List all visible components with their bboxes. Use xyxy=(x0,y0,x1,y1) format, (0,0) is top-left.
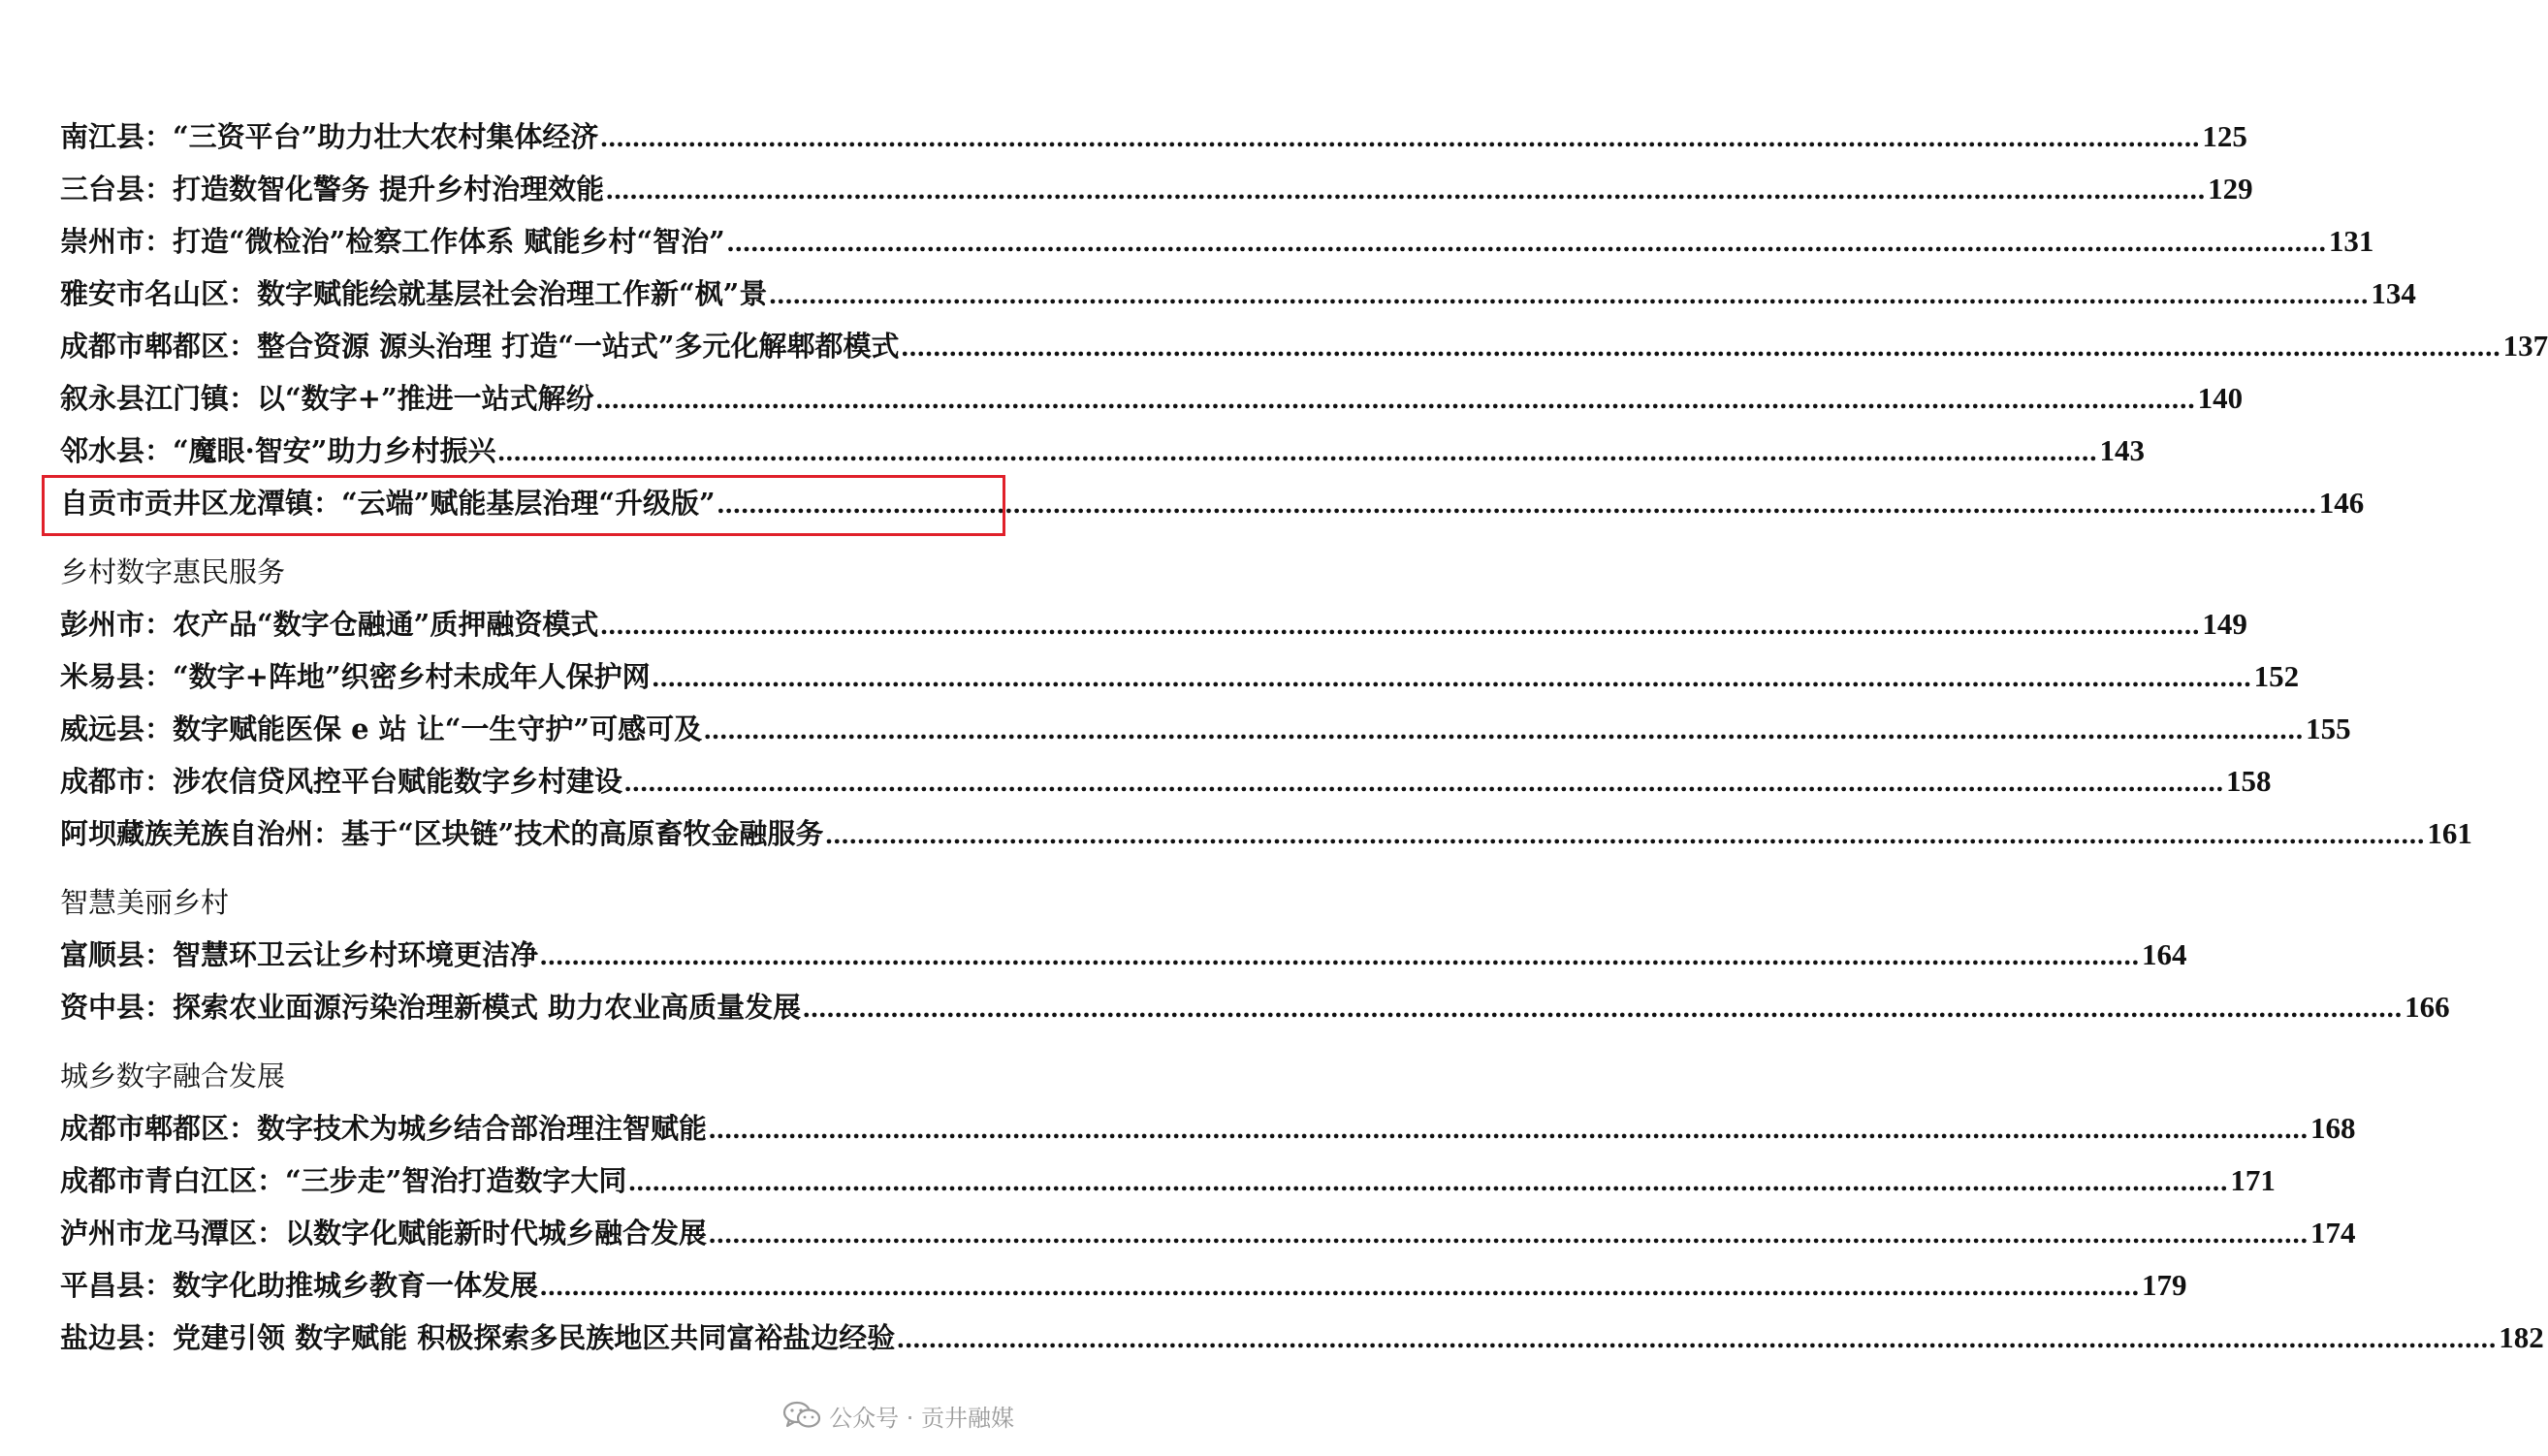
watermark-text: 公众号 · 贡井融媒 xyxy=(829,1404,1014,1432)
dot-leader: ........................................................................................................................................................................................................ xyxy=(803,993,2404,1024)
entry-title: 米易县：“数字+阵地”织密乡村未成年人保护网 xyxy=(60,660,651,693)
toc-entry xyxy=(60,1264,2187,1307)
toc-entry xyxy=(60,272,2416,315)
page-number: 131 xyxy=(2328,224,2374,258)
toc-entry xyxy=(60,812,2472,855)
section-heading: 城乡数字融合发展 xyxy=(60,1060,286,1092)
entry-title: 盐边县：党建引领 数字赋能 积极探索多民族地区共同富裕盐边经验 xyxy=(60,1321,896,1354)
entry-title: 成都市郫都区：整合资源 源头治理 打造“一站式”多元化解郫都模式 xyxy=(60,330,900,363)
toc-entry xyxy=(60,220,2374,263)
entry-title: 威远县：数字赋能医保 e 站 让“一生守护”可感可及 xyxy=(60,712,703,745)
dot-leader: ........................................................................................................................................................................................................ xyxy=(704,714,2305,745)
entry-title: 富顺县：智慧环卫云让乡村环境更洁净 xyxy=(60,938,539,971)
entry-title: 成都市青白江区：“三步走”智治打造数字大同 xyxy=(60,1164,627,1197)
entry-title: 自贡市贡井区龙潭镇：“云端”赋能基层治理“升级版” xyxy=(60,487,716,520)
section-heading: 智慧美丽乡村 xyxy=(60,886,230,919)
toc-entry xyxy=(60,377,2244,420)
entry-title: 三台县：打造数智化警务 提升乡村治理效能 xyxy=(60,173,605,206)
dot-leader: ........................................................................................................................................................................................................ xyxy=(606,174,2207,206)
page-number: 179 xyxy=(2142,1268,2187,1302)
page-number: 149 xyxy=(2202,607,2247,641)
page-number: 168 xyxy=(2310,1111,2356,1145)
toc-entry xyxy=(60,1316,2544,1359)
toc-entry xyxy=(60,986,2450,1029)
toc-entry xyxy=(60,934,2187,976)
page-number: 158 xyxy=(2226,764,2272,798)
page-number: 146 xyxy=(2318,486,2365,520)
entry-title: 泸州市龙马潭区：以数字化赋能新时代城乡融合发展 xyxy=(60,1217,708,1250)
dot-leader: ........................................................................................................................................................................................................ xyxy=(540,940,2141,971)
toc-entry xyxy=(60,1212,2356,1254)
entry-title: 彭州市：农产品“数字仓融通”质押融资模式 xyxy=(60,608,599,641)
dot-leader: ........................................................................................................................................................................................................ xyxy=(769,279,2370,310)
entry-title: 邻水县：“魔眼·智安”助力乡村振兴 xyxy=(60,434,496,467)
page-number: 164 xyxy=(2142,937,2187,971)
dot-leader: ........................................................................................................................................................................................................ xyxy=(709,1114,2309,1145)
toc-entry xyxy=(60,655,2300,698)
toc-entry xyxy=(60,708,2351,750)
page-number: 137 xyxy=(2502,329,2548,363)
dot-leader: ........................................................................................................................................................................................................ xyxy=(497,436,2098,467)
dot-leader: ........................................................................................................................................................................................................ xyxy=(825,819,2426,850)
watermark xyxy=(782,1396,1014,1435)
entry-title: 阿坝藏族羌族自治州：基于“区块链”技术的高原畜牧金融服务 xyxy=(60,817,824,850)
dot-leader: ........................................................................................................................................................................................................ xyxy=(540,1271,2141,1302)
toc-entry xyxy=(60,325,2548,367)
dot-leader: ........................................................................................................................................................................................................ xyxy=(624,767,2225,798)
dot-leader: ........................................................................................................................................................................................................ xyxy=(901,332,2501,363)
dot-leader: ........................................................................................................................................................................................................ xyxy=(600,122,2201,153)
section-heading: 乡村数字惠民服务 xyxy=(60,555,286,588)
entry-title: 成都市：涉农信贷风控平台赋能数字乡村建设 xyxy=(60,765,623,798)
page-number: 166 xyxy=(2405,990,2450,1024)
page-number: 129 xyxy=(2208,172,2253,206)
page-number: 143 xyxy=(2099,433,2145,467)
page-number: 125 xyxy=(2202,119,2247,153)
dot-leader: ........................................................................................................................................................................................................ xyxy=(595,384,2196,415)
toc-entry xyxy=(60,429,2145,472)
entry-title: 叙永县江门镇：以“数字+”推进一站式解纷 xyxy=(60,382,594,415)
dot-leader: ........................................................................................................................................................................................................ xyxy=(709,1219,2309,1250)
entry-title: 平昌县：数字化助推城乡教育一体发展 xyxy=(60,1269,539,1302)
toc-entry xyxy=(60,168,2253,210)
page-number: 152 xyxy=(2253,659,2300,693)
highlight-box xyxy=(42,475,1005,536)
page-number: 171 xyxy=(2230,1163,2276,1197)
page-number: 134 xyxy=(2371,276,2416,310)
entry-title: 资中县：探索农业面源污染治理新模式 助力农业高质量发展 xyxy=(60,991,802,1024)
page-number: 182 xyxy=(2499,1320,2544,1354)
wechat-icon xyxy=(782,1401,821,1430)
dot-leader: ........................................................................................................................................................................................................ xyxy=(726,227,2327,258)
dot-leader: ........................................................................................................................................................................................................ xyxy=(628,1166,2229,1197)
dot-leader: ........................................................................................................................................................................................................ xyxy=(897,1323,2498,1354)
entry-title: 成都市郫都区：数字技术为城乡结合部治理注智赋能 xyxy=(60,1112,708,1145)
toc-entry xyxy=(60,1159,2276,1202)
dot-leader: ........................................................................................................................................................................................................ xyxy=(652,662,2252,693)
toc-entry xyxy=(60,115,2247,158)
dot-leader: ........................................................................................................................................................................................................ xyxy=(717,489,2317,520)
entry-title: 南江县：“三资平台”助力壮大农村集体经济 xyxy=(60,120,599,153)
entry-title: 崇州市：打造“微检治”检察工作体系 赋能乡村“智治” xyxy=(60,225,725,258)
page-number: 161 xyxy=(2427,816,2472,850)
entry-title: 雅安市名山区：数字赋能绘就基层社会治理工作新“枫”景 xyxy=(60,277,768,310)
page-number: 174 xyxy=(2310,1216,2356,1250)
dot-leader: ........................................................................................................................................................................................................ xyxy=(600,610,2201,641)
toc-entry xyxy=(60,1107,2356,1150)
page-number: 140 xyxy=(2197,381,2244,415)
toc-entry xyxy=(60,760,2272,803)
page-number: 155 xyxy=(2306,712,2351,745)
toc-entry xyxy=(60,603,2247,646)
